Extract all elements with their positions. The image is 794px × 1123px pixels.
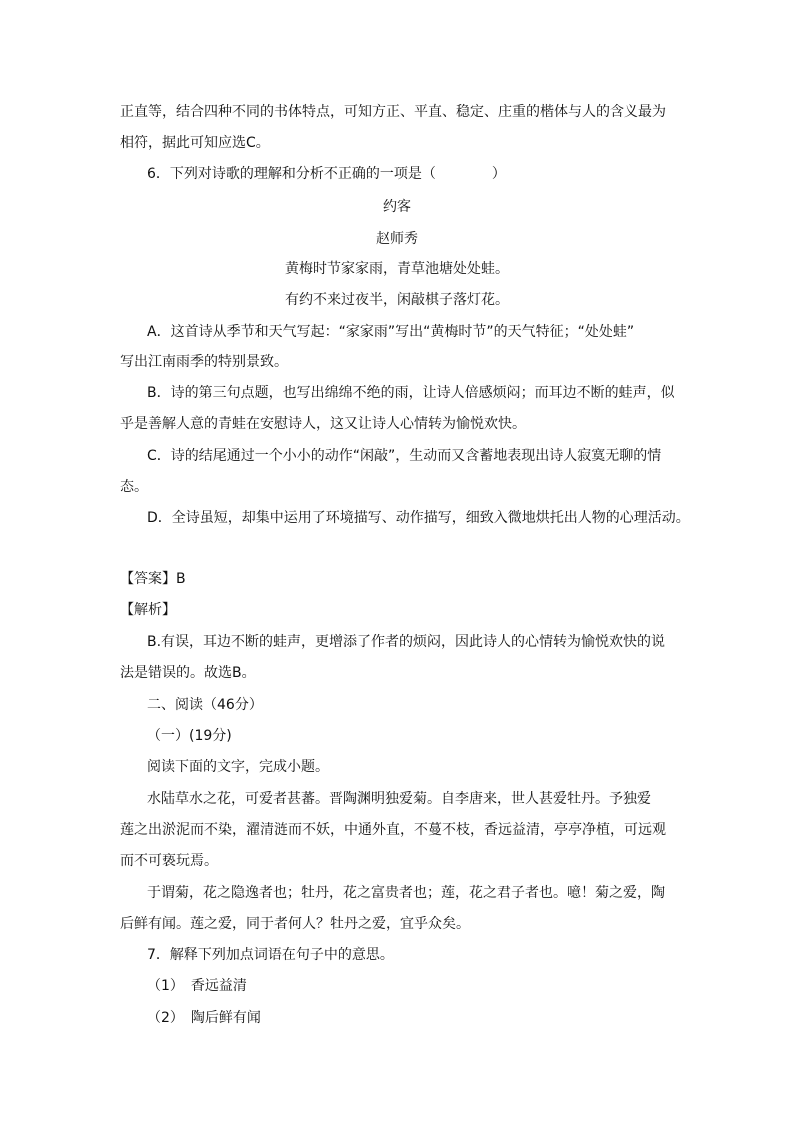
- question-7-item: （1） 香远益清: [147, 978, 247, 994]
- option-a-cont: 写出江南雨季的特别景致。: [120, 354, 288, 370]
- question-7-item: （2） 陶后鲜有闻: [147, 1010, 261, 1026]
- analysis-label: 【解析】: [120, 602, 176, 618]
- passage-line: 莲之出淤泥而不染，濯清涟而不妖，中通外直，不蔓不枝，香远益清，亭亭净植，可远观: [120, 822, 666, 838]
- instruction: 阅读下面的文字，完成小题。: [147, 759, 329, 775]
- passage-line: 于谓菊，花之隐逸者也；牡丹，花之富贵者也；莲，花之君子者也。噫！菊之爱，陶: [147, 885, 665, 901]
- option-a: A．这首诗从季节和天气写起：“家家雨”写出“黄梅时节”的天气特征；“处处蛙”: [147, 324, 635, 340]
- subsection-heading: （一）(19分): [147, 728, 232, 744]
- question-7: 7．解释下列加点词语在句子中的意思。: [147, 947, 394, 963]
- analysis-line: B.有误，耳边不断的蛙声，更增添了作者的烦闷，因此诗人的心情转为愉悦欢快的说: [147, 634, 666, 650]
- analysis-line: 法是错误的。故选B。: [120, 665, 256, 681]
- section-heading: 二、阅读（46分）: [147, 697, 263, 713]
- poem-title: 约客: [383, 199, 411, 215]
- passage-line: 而不可亵玩焉。: [120, 853, 218, 869]
- option-c-cont: 态。: [120, 479, 148, 495]
- passage-line: 水陆草水之花，可爱者甚蕃。晋陶渊明独爱菊。自李唐来，世人甚爱牡丹。予独爱: [147, 791, 651, 807]
- option-b-cont: 乎是善解人意的青蛙在安慰诗人，这又让诗人心情转为愉悦欢快。: [120, 416, 526, 432]
- paragraph-line: 相符，据此可知应选C。: [120, 135, 270, 151]
- option-d: D．全诗虽短，却集中运用了环境描写、动作描写，细致入微地烘托出人物的心理活动。: [147, 510, 690, 526]
- option-b: B．诗的第三句点题，也写出绵绵不绝的雨，让诗人倍感烦闷；而耳边不断的蛙声，似: [147, 385, 675, 401]
- option-c: C．诗的结尾通过一个小小的动作“闲敲”，生动而又含蓄地表现出诗人寂寞无聊的情: [147, 448, 662, 464]
- poem-author: 赵师秀: [376, 231, 418, 247]
- paragraph-line: 正直等，结合四种不同的书体特点，可知方正、平直、稳定、庄重的楷体与人的含义最为: [120, 104, 666, 120]
- question-6: 6．下列对诗歌的理解和分析不正确的一项是（ ）: [147, 166, 506, 182]
- poem-line: 黄梅时节家家雨，青草池塘处处蛙。: [285, 261, 509, 277]
- answer: 【答案】B: [120, 571, 186, 587]
- passage-line: 后鲜有闻。莲之爱，同于者何人？牡丹之爱，宜乎众矣。: [120, 916, 470, 932]
- poem-line: 有约不来过夜半，闲敲棋子落灯花。: [285, 292, 509, 308]
